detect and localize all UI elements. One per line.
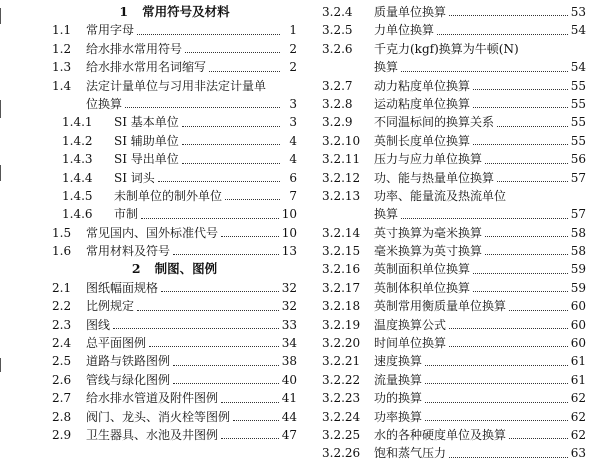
toc-entry <box>52 352 297 370</box>
entry-number: 1.4.6 <box>62 207 93 222</box>
entry-number: 2.6 <box>52 372 72 387</box>
entry-title: 英制常用衡质量单位换算 <box>374 299 507 314</box>
entry-number: 3.2.23 <box>322 391 361 406</box>
toc-entry <box>52 77 297 95</box>
entry-number: 1.4.1 <box>62 115 93 130</box>
page-number: 54 <box>570 60 586 75</box>
dot-leader <box>401 217 568 219</box>
entry-number: 3.2.25 <box>322 427 361 442</box>
dot-leader <box>449 327 568 329</box>
entry-number: 3.2.26 <box>322 446 361 461</box>
dot-leader <box>497 180 568 182</box>
entry-number: 3.2.18 <box>322 299 361 314</box>
entry-title: 道路与铁路图例 <box>86 354 171 369</box>
toc-entry <box>322 334 586 352</box>
dot-leader <box>485 253 568 255</box>
dot-leader <box>125 106 280 108</box>
page-number: 58 <box>570 225 586 240</box>
entry-number: 1.4.3 <box>62 152 93 167</box>
toc-entry <box>322 426 586 444</box>
dot-leader <box>401 70 568 72</box>
page-number: 44 <box>281 409 297 424</box>
toc-entry <box>322 389 586 407</box>
dot-leader <box>209 70 280 72</box>
toc-entry <box>52 279 297 297</box>
page-number: 40 <box>281 372 297 387</box>
page-number: 34 <box>281 336 297 351</box>
dot-leader <box>161 290 279 292</box>
dot-leader <box>449 456 568 458</box>
page-number: 58 <box>570 244 586 259</box>
toc-entry <box>52 426 297 444</box>
entry-number: 1.4.4 <box>62 170 93 185</box>
page-number: 7 <box>289 188 297 203</box>
entry-number: 2.9 <box>52 427 72 442</box>
chapter-heading <box>52 3 297 21</box>
toc-entry <box>52 389 297 407</box>
page-number: 61 <box>570 354 586 369</box>
entry-number: 3.2.8 <box>322 96 353 111</box>
toc-entry <box>52 113 297 131</box>
dot-leader <box>149 345 279 347</box>
entry-title: 千克力(kgf)换算为牛顿(N) <box>374 41 519 56</box>
page-edge-mark <box>0 165 1 181</box>
entry-number: 3.2.6 <box>322 41 353 56</box>
entry-number: 3.2.14 <box>322 225 361 240</box>
toc-entry <box>52 150 297 168</box>
page-number: 55 <box>570 133 586 148</box>
dot-leader <box>473 88 568 90</box>
chapter-number: 1 <box>119 3 129 19</box>
entry-title: SI 导出单位 <box>114 152 179 167</box>
toc-entry <box>322 260 586 278</box>
entry-number: 3.2.11 <box>322 152 361 167</box>
dot-leader <box>425 364 568 366</box>
entry-title: 毫米换算为英寸换算 <box>374 244 483 259</box>
entry-title: 给水排水常用符号 <box>86 41 183 56</box>
toc-entry <box>322 95 586 113</box>
entry-number: 3.2.12 <box>322 170 361 185</box>
toc-entry <box>322 408 586 426</box>
chapter-title: 常用符号及材料 <box>142 3 230 19</box>
toc-entry <box>52 224 297 242</box>
entry-title: 英制长度单位换算 <box>374 133 471 148</box>
page-number: 32 <box>281 299 297 314</box>
dot-leader <box>173 253 279 255</box>
page-number: 59 <box>570 280 586 295</box>
toc-entry <box>52 297 297 315</box>
entry-number: 3.2.19 <box>322 317 361 332</box>
dot-leader <box>509 309 568 311</box>
toc-entry <box>322 40 586 58</box>
entry-title: 总平面图例 <box>86 336 147 351</box>
dot-leader <box>225 198 280 200</box>
entry-title: 常见国内、国外标准代号 <box>86 225 219 240</box>
entry-number: 2.3 <box>52 317 72 332</box>
dot-leader <box>473 106 568 108</box>
entry-title: 英制体积单位换算 <box>374 280 471 295</box>
dot-leader <box>473 290 568 292</box>
chapter-heading <box>52 260 297 278</box>
entry-number: 3.2.16 <box>322 262 361 277</box>
dot-leader <box>182 125 280 127</box>
page-number: 47 <box>281 427 297 442</box>
entry-number: 3.2.7 <box>322 78 353 93</box>
entry-number: 1.3 <box>52 60 72 75</box>
page-number: 33 <box>281 317 297 332</box>
page-number: 32 <box>281 280 297 295</box>
entry-title: 给水排水常用名词缩写 <box>86 60 207 75</box>
entry-title: 英寸换算为毫米换算 <box>374 225 483 240</box>
entry-number: 3.2.22 <box>322 372 361 387</box>
page-edge-mark <box>0 8 1 24</box>
dot-leader <box>173 382 279 384</box>
toc-entry <box>322 132 586 150</box>
entry-title: 力单位换算 <box>374 23 435 38</box>
entry-title: 流量换算 <box>374 372 423 387</box>
entry-title: 比例规定 <box>86 299 135 314</box>
toc-entry <box>52 187 297 205</box>
entry-number: 3.2.5 <box>322 23 353 38</box>
toc-entry <box>322 3 586 21</box>
entry-title: 饱和蒸气压力 <box>374 446 447 461</box>
entry-title: 法定计量单位与习用非法定计量单 <box>86 78 267 93</box>
page-number: 59 <box>570 262 586 277</box>
dot-leader <box>473 272 568 274</box>
entry-number: 3.2.4 <box>322 4 353 19</box>
entry-title: SI 基本单位 <box>114 115 179 130</box>
entry-number: 3.2.20 <box>322 336 361 351</box>
entry-number: 3.2.17 <box>322 280 361 295</box>
dot-leader <box>473 143 568 145</box>
dot-leader <box>425 401 568 403</box>
page-number: 56 <box>570 152 586 167</box>
toc-entry <box>322 279 586 297</box>
toc-entry <box>52 371 297 389</box>
entry-title: 温度换算公式 <box>374 317 447 332</box>
entry-number: 3.2.10 <box>322 133 361 148</box>
entry-number: 1.4.5 <box>62 188 93 203</box>
dot-leader <box>158 180 280 182</box>
toc-entry <box>52 169 297 187</box>
toc-right-column <box>322 3 586 463</box>
entry-title: 阀门、龙头、消火栓等图例 <box>86 409 231 424</box>
entry-number: 1.5 <box>52 225 72 240</box>
page-number: 54 <box>570 23 586 38</box>
entry-number: 2.5 <box>52 354 72 369</box>
entry-number: 3.2.24 <box>322 409 361 424</box>
toc-entry <box>322 205 586 223</box>
dot-leader <box>485 162 568 164</box>
dot-leader <box>182 143 280 145</box>
entry-title: 水的各种硬度单位及换算 <box>374 427 507 442</box>
toc-entry <box>52 132 297 150</box>
page-number: 2 <box>289 41 297 56</box>
page-number: 53 <box>570 4 586 19</box>
page-number: 3 <box>289 115 297 130</box>
toc-entry <box>322 444 586 462</box>
page-number: 61 <box>570 372 586 387</box>
entry-number: 1.6 <box>52 244 72 259</box>
page-number: 63 <box>570 446 586 461</box>
toc-entry <box>322 352 586 370</box>
page-number: 41 <box>281 391 297 406</box>
dot-leader <box>497 125 568 127</box>
entry-title: 未制单位的制外单位 <box>114 188 223 203</box>
page-number: 57 <box>570 170 586 185</box>
entry-title: 管线与绿化图例 <box>86 372 171 387</box>
entry-title: 给水排水管道及附件图例 <box>86 391 219 406</box>
toc-entry <box>52 205 297 223</box>
entry-title: 质量单位换算 <box>374 4 447 19</box>
page-number: 60 <box>570 299 586 314</box>
entry-title: 卫生器具、水池及井图例 <box>86 427 219 442</box>
dot-leader <box>221 235 279 237</box>
dot-leader <box>113 327 279 329</box>
page-edge-mark <box>0 100 1 118</box>
entry-number: 3.2.21 <box>322 354 361 369</box>
entry-number: 2.2 <box>52 299 72 314</box>
page-number: 55 <box>570 115 586 130</box>
page-number: 62 <box>570 409 586 424</box>
entry-number: 2.7 <box>52 391 72 406</box>
entry-title: 图纸幅面规格 <box>86 280 159 295</box>
page-number: 62 <box>570 391 586 406</box>
entry-title: 常用材料及符号 <box>86 244 171 259</box>
entry-title: 时间单位换算 <box>374 336 447 351</box>
toc-entry <box>52 21 297 39</box>
entry-number: 3.2.13 <box>322 188 361 203</box>
chapter-title: 制图、图例 <box>154 261 218 277</box>
entry-title: 动力粘度单位换算 <box>374 78 471 93</box>
dot-leader <box>185 51 280 53</box>
page-number: 62 <box>570 427 586 442</box>
page-number: 60 <box>570 317 586 332</box>
dot-leader <box>425 419 568 421</box>
page-number: 38 <box>281 354 297 369</box>
entry-title: 运动粘度单位换算 <box>374 96 471 111</box>
toc-entry <box>322 371 586 389</box>
entry-number: 2.1 <box>52 280 72 295</box>
dot-leader <box>449 14 568 16</box>
entry-title: 市制 <box>114 207 139 222</box>
entry-title: 功的换算 <box>374 391 423 406</box>
toc-entry <box>52 40 297 58</box>
dot-leader <box>173 364 279 366</box>
toc-entry <box>322 169 586 187</box>
entry-title: 换算 <box>374 60 399 75</box>
page-number: 55 <box>570 78 586 93</box>
toc-entry <box>322 224 586 242</box>
page-number: 10 <box>281 225 297 240</box>
toc-entry <box>52 58 297 76</box>
toc-entry <box>322 21 586 39</box>
toc-entry <box>322 187 586 205</box>
dot-leader <box>137 309 279 311</box>
dot-leader <box>141 217 279 219</box>
page-number: 2 <box>289 60 297 75</box>
toc-entry <box>322 113 586 131</box>
toc-entry <box>52 316 297 334</box>
page-number: 13 <box>281 244 297 259</box>
chapter-number: 2 <box>131 261 141 277</box>
dot-leader <box>509 437 568 439</box>
page-number: 3 <box>289 96 297 111</box>
page-number: 57 <box>570 207 586 222</box>
dot-leader <box>449 345 568 347</box>
toc-entry <box>322 297 586 315</box>
entry-title: SI 词头 <box>114 170 155 185</box>
dot-leader <box>485 235 568 237</box>
entry-title: 功率换算 <box>374 409 423 424</box>
entry-title: 功率、能量流及热流单位 <box>374 188 507 203</box>
page-number: 1 <box>289 23 297 38</box>
entry-title: SI 辅助单位 <box>114 133 179 148</box>
page-number: 60 <box>570 336 586 351</box>
dot-leader <box>233 419 279 421</box>
page-edge-mark <box>0 358 1 372</box>
page-number: 6 <box>289 170 297 185</box>
dot-leader <box>425 382 568 384</box>
entry-number: 1.4.2 <box>62 133 93 148</box>
entry-title: 压力与应力单位换算 <box>374 152 483 167</box>
entry-number: 2.8 <box>52 409 72 424</box>
toc-left-column <box>52 3 297 444</box>
entry-number: 3.2.15 <box>322 244 361 259</box>
toc-entry <box>52 95 297 113</box>
page-number: 4 <box>289 133 297 148</box>
toc-entry <box>322 242 586 260</box>
toc-entry <box>322 77 586 95</box>
entry-number: 3.2.9 <box>322 115 353 130</box>
dot-leader <box>437 33 568 35</box>
toc-entry <box>52 408 297 426</box>
entry-title: 图线 <box>86 317 111 332</box>
dot-leader <box>221 437 279 439</box>
toc-entry <box>52 334 297 352</box>
entry-title: 功、能与热量单位换算 <box>374 170 495 185</box>
entry-number: 1.2 <box>52 41 72 56</box>
entry-title: 位换算 <box>86 96 123 111</box>
page-number: 10 <box>281 207 297 222</box>
dot-leader <box>137 33 280 35</box>
entry-title: 速度换算 <box>374 354 423 369</box>
toc-entry <box>322 150 586 168</box>
entry-title: 换算 <box>374 207 399 222</box>
entry-title: 英制面积单位换算 <box>374 262 471 277</box>
page-number: 4 <box>289 152 297 167</box>
entry-title: 不同温标间的换算关系 <box>374 115 495 130</box>
dot-leader <box>221 401 279 403</box>
entry-number: 1.4 <box>52 78 72 93</box>
toc-entry <box>52 242 297 260</box>
entry-title: 常用字母 <box>86 23 135 38</box>
entry-number: 2.4 <box>52 336 72 351</box>
entry-number: 1.1 <box>52 23 72 38</box>
dot-leader <box>182 162 280 164</box>
toc-entry <box>322 58 586 76</box>
page-number: 55 <box>570 96 586 111</box>
toc-entry <box>322 316 586 334</box>
